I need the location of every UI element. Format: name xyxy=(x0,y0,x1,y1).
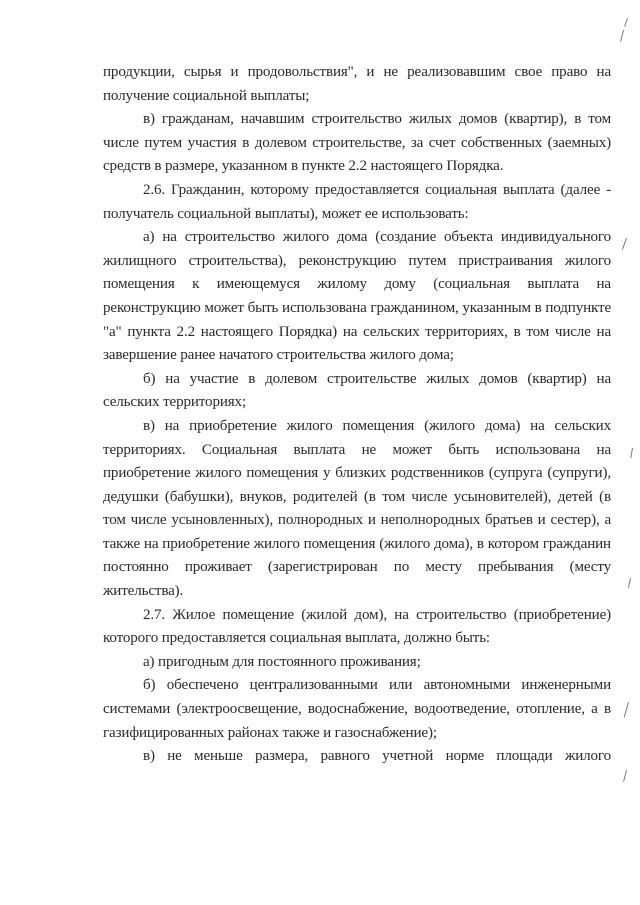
paragraph-item-v-citizens: в) гражданам, начавшим строительство жилых домов (квартир), в том числе путем участия в долевом строительстве, за счет собственных (заемных) средств в размере, указанном в пункте 2.2 настоящего Порядка. xyxy=(103,111,611,175)
document-body xyxy=(103,61,611,769)
paragraph-item-v-purchase: в) на приобретение жилого помещения (жилого дома) на сельских территориях. Социальная выплата не может быть использована на приобретение жилого помещения у близких родственников (супруга (супруги), дедушки (бабушки), внуков, родителей (в том числе усыновителей), детей (в том числе усыновленных), полнородных и неполнородных братьев и сестер), а также на приобретение жилого помещения (жилого дома), в котором гражданин постоянно проживает (зарегистрирован по месту пребывания (месту жительства). xyxy=(103,417,611,600)
paragraph-continuation: продукции, сырья и продовольствия", и не реализовавшим свое право на получение социальной выплаты; xyxy=(103,64,611,104)
paragraph-item-a-construction: а) на строительство жилого дома (создание объекта индивидуального жилищного строительства), реконструкцию путем пристраивания жилого помещения к имеющемуся жилому дому (социальная выплата на реконструкцию может быть использована гражданином, указанным в подпункте "а" пункта 2.2 настоящего Порядка) на сельских территориях, в том числе на завершение ранее начатого строительства жилого дома; xyxy=(103,229,611,364)
paragraph-item-v-area: в) не меньше размера, равного учетной норме площади жилого xyxy=(143,748,611,765)
scan-edge-mark xyxy=(620,30,624,42)
scan-edge-mark xyxy=(623,770,627,782)
scan-edge-mark xyxy=(630,448,633,458)
paragraph-2-6: 2.6. Гражданин, которому предоставляется социальная выплата (далее - получатель социальной выплаты), может ее использовать: xyxy=(103,181,611,222)
scan-edge-mark xyxy=(624,18,628,27)
scan-edge-mark xyxy=(622,238,627,250)
paragraph-item-a-suitable: а) пригодным для постоянного проживания; xyxy=(143,653,421,670)
scan-edge-mark xyxy=(624,702,629,718)
paragraph-item-b-shared-construction: б) на участие в долевом строительстве жилых домов (квартир) на сельских территориях; xyxy=(103,370,611,411)
paragraph-2-7: 2.7. Жилое помещение (жилой дом), на строительство (приобретение) которого предоставляется социальная выплата, должно быть: xyxy=(103,606,611,647)
scan-edge-mark xyxy=(628,578,631,588)
paragraph-item-b-utilities: б) обеспечено централизованными или автономными инженерными системами (электроосвещение, водоснабжение, водоотведение, отопление, а в газифицированных районах также и газоснабжение); xyxy=(103,677,611,741)
